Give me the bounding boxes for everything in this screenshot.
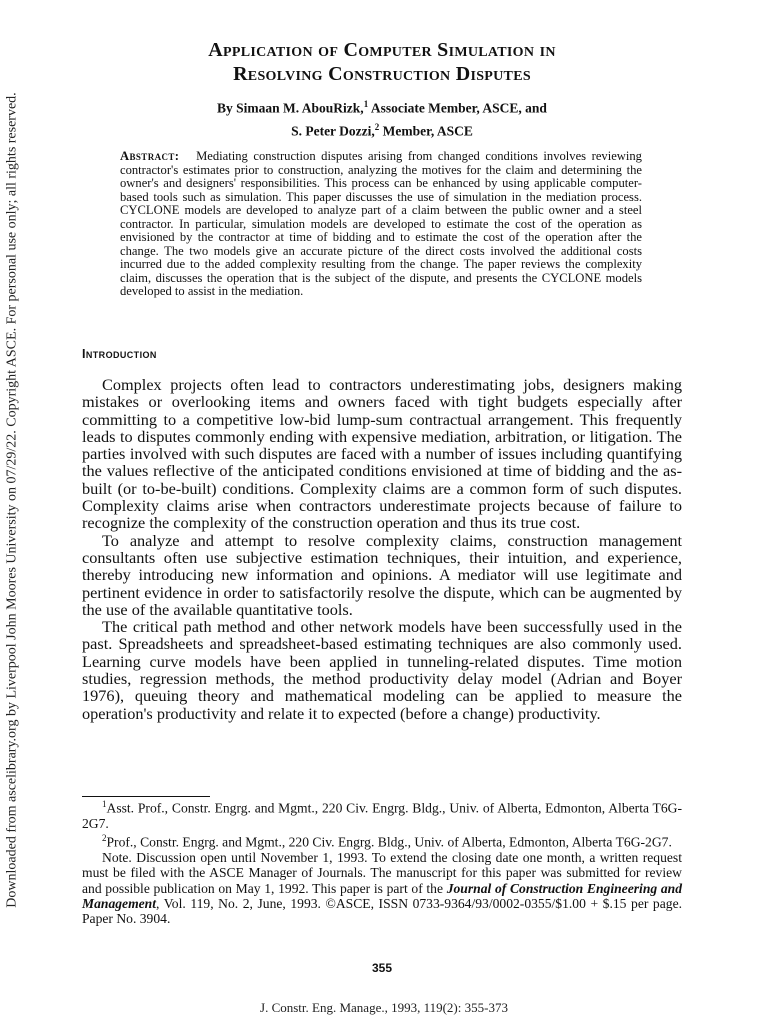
introduction-paragraph-3: The critical path method and other network models have been successfully used in the past. Spreadsheets and spreadsheet-based estimating techniques are also commonly used. Learning curve models have been applied in tunneling-related disputes. Time motion studies, regression methods, the method productivity delay model (Adrian and Boyer 1976), queuing theory and mathematical modeling can be applied to measure the operation's productivity and relate it to expected (before a change) productivity. [82,617,682,723]
paper-title [82,38,682,86]
abstract [120,150,642,299]
discussion-note [82,850,682,926]
author-2-footnote-mark: 2 [374,121,380,132]
footnote-1-text: Asst. Prof., Constr. Engrg. and Mgmt., 220 Civ. Engrg. Bldg., Univ. of Alberta, Edmonton, Alberta T6G-2G7. [82,800,682,831]
title-line-2: Resolving Construction Disputes [233,63,531,85]
author-1-affiliation: Associate Member, ASCE, and [368,100,547,116]
footnote-2-mark: 2 [102,833,107,844]
author-line-2 [82,118,682,141]
download-notice [2,80,24,920]
abstract-text: Mediating construction disputes arising from changed conditions involves reviewing contractor's estimates prior to construction, analyzing the motives for the claim and determining the owner's and designers' responsibilities. This process can be enhanced by using applicable computer-based tools such as simulation. This paper discusses the use of simulation in the mediation process. CYCLONE models are developed to analyze part of a claim between the public owner and a steel contractor. In particular, simulation models are developed to estimate the cost of the operation as envisioned by the contractor at time of bidding and to estimate the cost of the operation after the change. The two models give an accurate picture of the direct costs involved the additional costs incurred due to the added complexity resulting from the change. The paper reviews the complexity claim, discusses the operation that is the subject of the dispute, and presents the CYCLONE models developed to assist in the mediation. [120,149,642,298]
footnote-1-mark: 1 [102,799,107,809]
author-1-name: By Simaan M. AbouRizk, [217,100,364,116]
author-2-name: S. Peter Dozzi, [291,123,375,138]
author-line-1 [82,95,682,118]
discussion-note-text: Note. Discussion open until November 1, 1993. To extend the closing date one month, a written request must be filed with the ASCE Manager of Journals. The manuscript for this paper was submitted for review and possible publication on May 1, 1992. This paper is part of the [82,849,682,896]
author-block [82,95,682,140]
download-notice-text: Downloaded from ascelibrary.org by Liverpool John Moores University on 07/29/22. Copyright ASCE. For personal use only; all rights reserved. [5,92,21,908]
introduction-body [82,376,682,722]
citation-footer: J. Constr. Eng. Manage., 1993, 119(2): 355-373 [260,1000,508,1015]
author-1-footnote-mark: 1 [363,99,369,109]
page-number: 355 [371,961,393,975]
section-heading-introduction: Introduction [82,347,157,361]
discussion-note-text-end: , Vol. 119, No. 2, June, 1993. ©ASCE, ISSN 0733-9364/93/0002-0355/$1.00 + $.15 per page. Paper No. 3904. [82,895,682,927]
introduction-paragraph-1: Complex projects often lead to contractors underestimating jobs, designers making mistakes or overlooking items and owners faced with tight budgets especially after committing to a competitive low-bid lump-sum contractual arrangement. This frequently leads to disputes commonly ending with expensive mediation, arbitration, or litigation. The parties involved with such disputes are faced with a number of issues including quantifying the values reflective of the anticipated conditions envisioned at time of bidding and the as-built (or to-be-built) conditions. Complexity claims are a common form of such disputes. Complexity claims arise when contractors underestimate projects because of failure to recognize the complexity of the construction operation and thus its true cost. [82,375,682,533]
journal-name: Journal of Construction Engineering and Management [82,880,683,911]
introduction-paragraph-2: To analyze and attempt to resolve complexity claims, construction management consultants often use subjective estimation techniques, their intuition, and experience, thereby introducing new information and opinions. A mediator will use legitimate and pertinent evidence in order to satisfactorily resolve the dispute, which can be augmented by the use of the available quantitative tools. [82,530,682,619]
footnote-2 [82,831,682,850]
title-line-1: Application of Computer Simulation in [208,39,556,61]
footnote-1 [82,797,682,831]
abstract-label: Abstract: [120,149,180,163]
footnotes [82,797,682,926]
author-2-affiliation: Member, ASCE [379,123,473,138]
footnote-2-text: Prof., Constr. Engrg. and Mgmt., 220 Civ. Engrg. Bldg., Univ. of Alberta, Edmonton, Alberta T6G-2G7. [106,834,672,850]
